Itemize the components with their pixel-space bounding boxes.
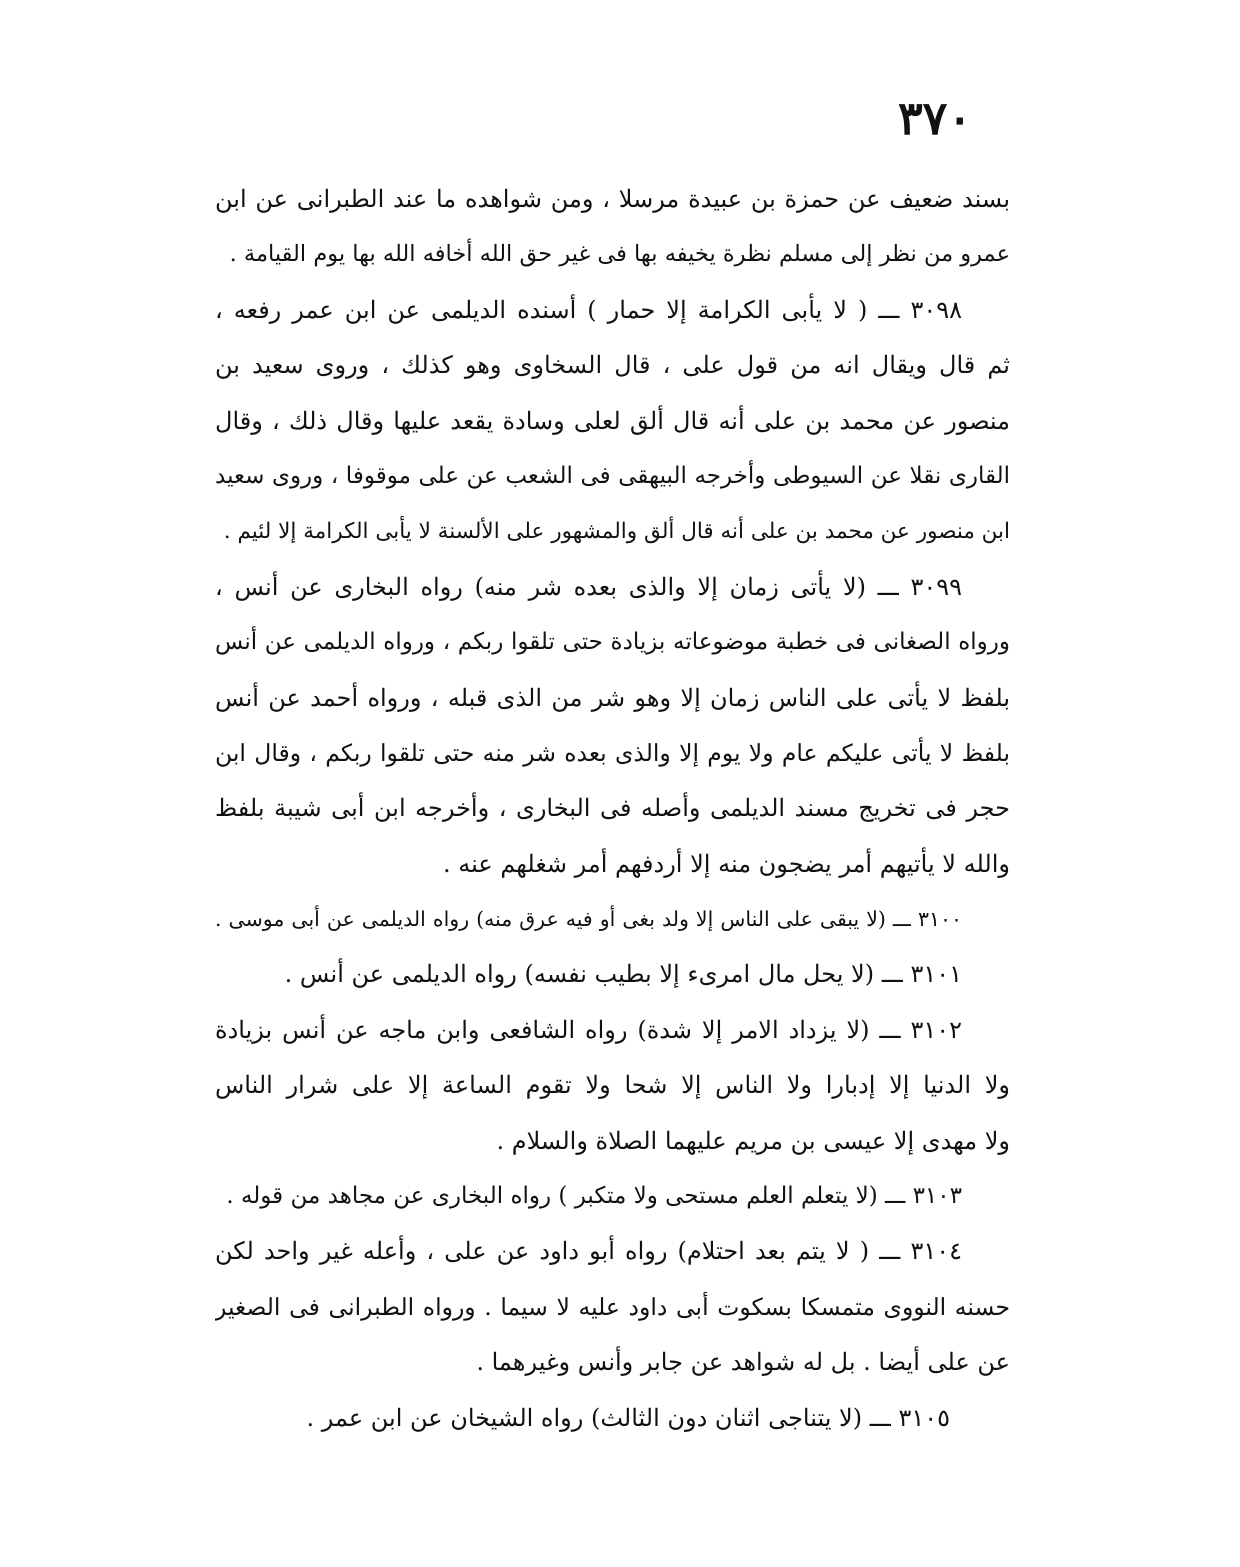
text-line: ٣١٠٤ ـــ ( لا يتم بعد احتلام) رواه أبو داود عن على ، وأعله غير واحد لكن — [215, 1237, 962, 1266]
text-line: ابن منصور عن محمد بن على أنه قال ألق والمشهور على الألسنة لا يأبى الكرامة إلا لئيم . — [223, 519, 1010, 545]
text-line: ٣١٠٠ ـــ (لا يبقى على الناس إلا ولد بغى أو فيه عرق منه) رواه الديلمى عن أبى موسى . — [215, 907, 962, 932]
text-line: عمرو من نظر إلى مسلم نظرة يخيفه بها فى غير حق الله أخافه الله بها يوم القيامة . — [229, 241, 1010, 268]
text-line: ٣٠٩٩ ـــ (لا يأتى زمان إلا والذى بعده شر منه) رواه البخارى عن أنس ، — [215, 572, 962, 601]
text-line: ٣٠٩٨ ـــ ( لا يأبى الكرامة إلا حمار ) أسنده الديلمى عن ابن عمر رفعه ، — [215, 295, 963, 324]
text-line: والله لا يأتيهم أمر يضجون منه إلا أردفهم أمر شغلهم عنه . — [443, 849, 1010, 878]
text-line: ولا الدنيا إلا إدبارا ولا الناس إلا شحا ولا تقوم الساعة إلا على شرار الناس — [215, 1071, 1010, 1100]
text-line: ٣١٠٥ ـــ (لا يتناجى اثنان دون الثالث) رواه الشيخان عن ابن عمر . — [306, 1403, 950, 1432]
text-line: ٣١٠٢ ـــ (لا يزداد الامر إلا شدة) رواه الشافعى وابن ماجه عن أنس بزيادة — [215, 1015, 962, 1044]
text-line: بلفظ لا يأتى عليكم عام ولا يوم إلا والذى بعده شر منه حتى تلقوا ربكم ، وقال ابن — [215, 738, 1010, 767]
text-line: منصور عن محمد بن على أنه قال ألق لعلى وسادة يقعد عليها وقال ذلك ، وقال — [215, 406, 1010, 435]
text-line: عن على أيضا . بل له شواهد عن جابر وأنس وغيرهما . — [476, 1348, 1010, 1377]
text-line: حسنه النووى متمسكا بسكوت أبى داود عليه لا سيما . ورواه الطبرانى فى الصغير — [215, 1292, 1010, 1321]
body-text — [215, 172, 1010, 1446]
text-line: ٣١٠١ ـــ (لا يحل مال امرىء إلا بطيب نفسه) رواه الديلمى عن أنس . — [284, 960, 962, 989]
text-line: حجر فى تخريج مسند الديلمى وأصله فى البخارى ، وأخرجه ابن أبى شيبة بلفظ — [215, 794, 1010, 823]
text-line: بلفظ لا يأتى على الناس زمان إلا وهو شر من الذى قبله ، ورواه أحمد عن أنس — [215, 683, 1010, 712]
text-line: ٣١٠٣ ـــ (لا يتعلم العلم مستحى ولا متكبر ) رواه البخارى عن مجاهد من قوله . — [226, 1183, 962, 1210]
page-number: ٣٧٠ — [897, 91, 973, 145]
text-line: القارى نقلا عن السيوطى وأخرجه البيهقى فى الشعب عن على موقوفا ، وروى سعيد — [215, 462, 1010, 489]
text-line: بسند ضعيف عن حمزة بن عبيدة مرسلا ، ومن شواهده ما عند الطبرانى عن ابن — [215, 185, 1010, 213]
text-line: ورواه الصغانى فى خطبة موضوعاته بزيادة حتى تلقوا ربكم ، ورواه الديلمى عن أنس — [215, 629, 1010, 656]
text-line: ولا مهدى إلا عيسى بن مريم عليهما الصلاة والسلام . — [496, 1126, 1010, 1155]
text-line: ثم قال ويقال انه من قول على ، قال السخاوى وهو كذلك ، وروى سعيد بن — [215, 351, 1010, 380]
